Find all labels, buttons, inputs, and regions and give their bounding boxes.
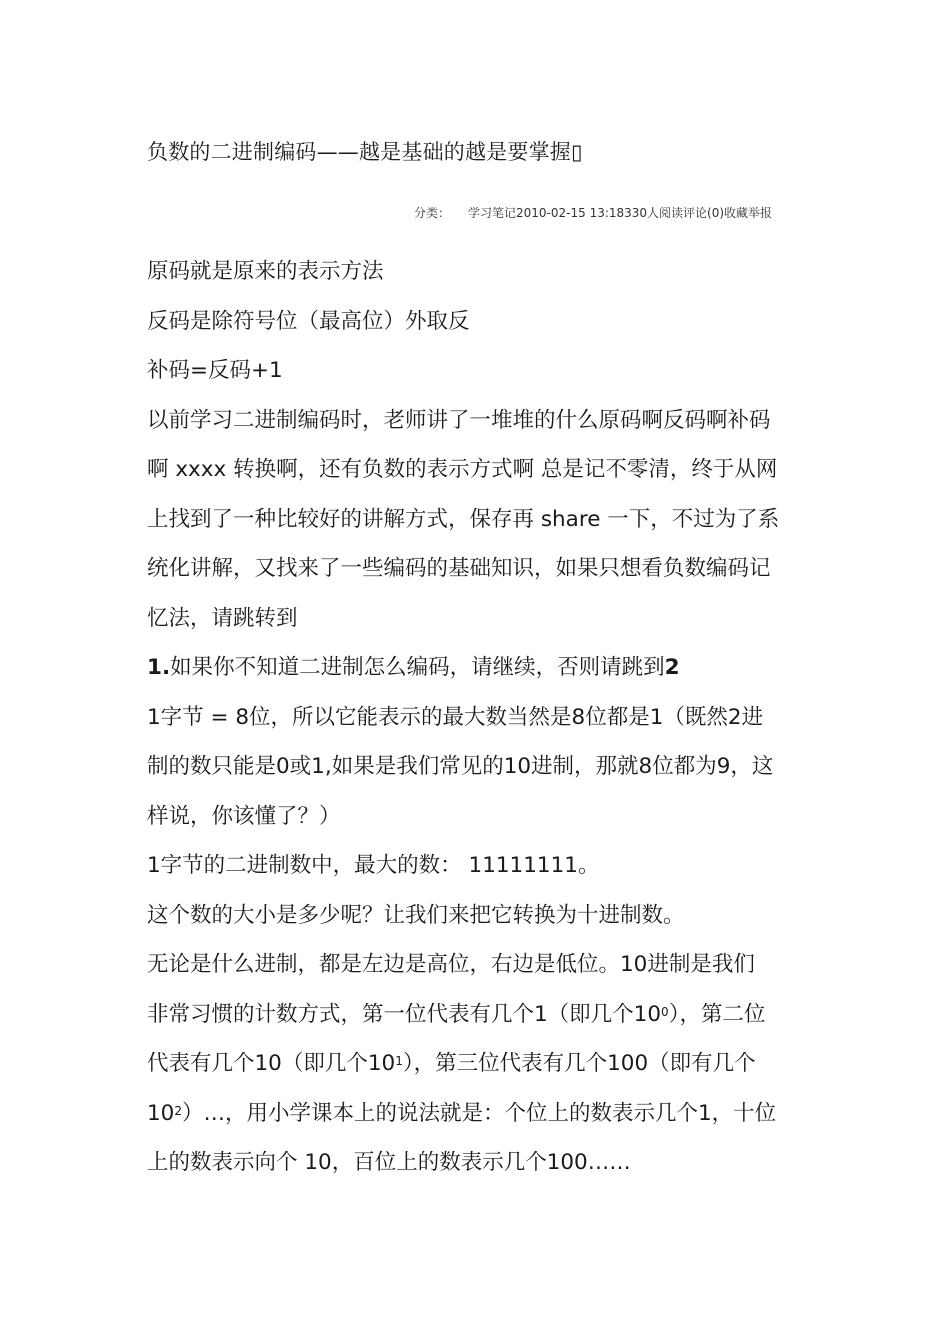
section-number: 1. bbox=[147, 655, 171, 680]
article-body bbox=[147, 247, 837, 1188]
paragraph-line: 这个数的大小是多少呢？让我们来把它转换为十进制数。 bbox=[147, 902, 685, 928]
paragraph-line: 上的数表示向个 10，百位上的数表示几个100…… bbox=[147, 1150, 631, 1175]
exponent: 1 bbox=[395, 1054, 403, 1068]
text-run: ），第三位代表有几个100（即有几个 bbox=[402, 1051, 756, 1076]
paragraph-line: 忆法，请跳转到 bbox=[147, 605, 298, 631]
document-title: 负数的二进制编码——越是基础的越是要掌握▯ bbox=[147, 140, 583, 164]
paragraph-line: 上找到了一种比较好的讲解方式，保存再 share 一下，不过为了系 bbox=[147, 506, 780, 532]
category-label: 分类： bbox=[414, 206, 451, 220]
paragraph-line: 补码=反码+1 bbox=[147, 358, 283, 383]
paragraph-line: 以前学习二进制编码时，老师讲了一堆堆的什么原码啊反码啊补码 bbox=[147, 407, 771, 433]
paragraph-line: 1字节的二进制数中，最大的数： 11111111。 bbox=[147, 853, 600, 878]
text-run: 10 bbox=[147, 1100, 175, 1126]
section-jump-number: 2 bbox=[664, 655, 680, 680]
section-heading-text: 如果你不知道二进制怎么编码，请继续，否则请跳到 bbox=[170, 655, 665, 680]
paragraph-line: 1字节 = 8位，所以它能表示的最大数当然是8位都是1（既然2进 bbox=[147, 704, 764, 730]
paragraph-line: 样说，你该懂了？） bbox=[147, 803, 341, 829]
paragraph-line bbox=[147, 1039, 837, 1089]
paragraph-line: 反码是除符号位（最高位）外取反 bbox=[147, 308, 470, 334]
paragraph-line: 制的数只能是0或1,如果是我们常见的10进制，那就8位都为9，这 bbox=[147, 754, 774, 779]
article-meta bbox=[414, 204, 834, 222]
section-heading bbox=[147, 643, 837, 693]
paragraph-line: 统化讲解，又找来了一些编码的基础知识，如果只想看负数编码记 bbox=[147, 556, 771, 581]
exponent: 0 bbox=[661, 1004, 669, 1019]
text-run: 代表有几个10（即几个10 bbox=[147, 1051, 396, 1076]
paragraph-line bbox=[147, 1089, 837, 1139]
text-run: ）…，用小学课本上的说法就是：个位上的数表示几个1，十位 bbox=[182, 1100, 777, 1126]
text-run: 非常习惯的计数方式，第一位代表有几个1（即几个10 bbox=[147, 1001, 662, 1027]
paragraph-line: 无论是什么进制，都是左边是高位，右边是低位。10进制是我们 bbox=[147, 952, 755, 977]
category-value: 学习笔记2010-02-15 13:18330人阅读评论(0)收藏举报 bbox=[468, 206, 773, 220]
paragraph-line bbox=[147, 990, 837, 1040]
paragraph-line: 原码就是原来的表示方法 bbox=[147, 259, 384, 284]
exponent: 2 bbox=[174, 1103, 182, 1118]
paragraph-line: 啊 xxxx 转换啊，还有负数的表示方式啊 总是记不零清，终于从网 bbox=[147, 457, 778, 482]
text-run: ），第二位 bbox=[668, 1001, 766, 1027]
